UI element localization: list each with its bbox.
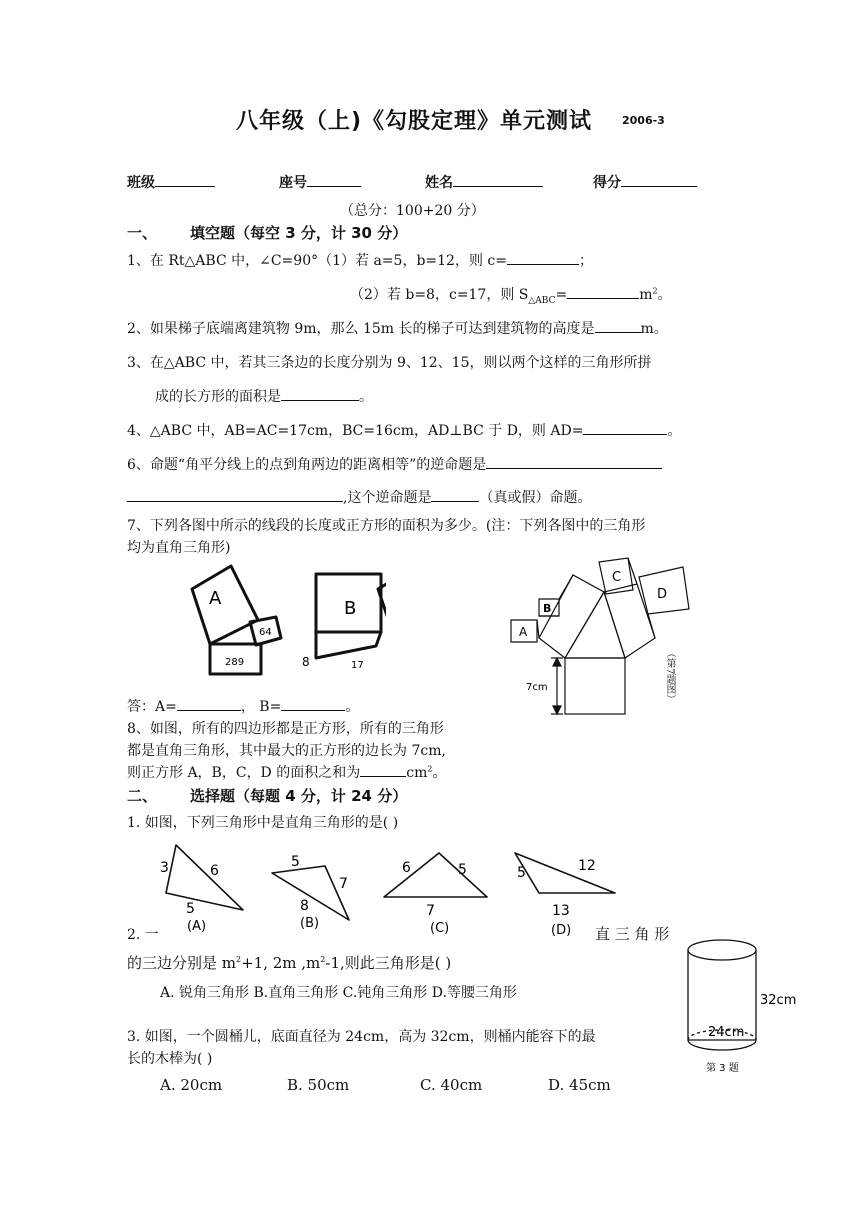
label-b: B: [543, 602, 552, 615]
seat-blank[interactable]: [307, 172, 361, 187]
q1-part1: 1、在 Rt△ABC 中，∠C=90°（1）若 a=5，b=12，则 c= ；: [127, 250, 593, 270]
c2-line2: 的三边分别是 $m^2+1$, 2m $,m^2-1$,则此三角形是( ): [127, 954, 452, 972]
tri-d-side-13: 13: [552, 903, 570, 919]
square-a: [192, 566, 258, 644]
q3-line2: 成的长方形的面积是 。: [155, 386, 373, 406]
q6-line2: ,这个逆命题是 （真或假）命题。: [127, 487, 591, 507]
fig8-caption: （第7题图）: [664, 648, 675, 705]
tri-d-side-12: 12: [578, 858, 596, 874]
class-field: 班级: [127, 172, 215, 192]
label-289: 289: [225, 657, 245, 668]
tri-d-label: (D): [551, 923, 572, 938]
q1-blank-area[interactable]: [567, 284, 639, 299]
q1-part2: （2）若 b=8，c=17，则 $S_{\triangle ABC}= m^2$。: [350, 284, 672, 306]
tri-b-label: (B): [300, 916, 320, 931]
name-field: 姓名: [425, 172, 543, 192]
section1-number: 一、: [127, 224, 158, 242]
q1-blank-c[interactable]: [507, 250, 579, 265]
q3-blank[interactable]: [281, 386, 359, 401]
section2-number: 二、: [127, 787, 158, 805]
q4-blank[interactable]: [583, 420, 667, 435]
label-64: 64: [259, 627, 272, 638]
q8-line3: 则正方形 A，B，C，D 的面积之和为 $cm^2$。: [127, 762, 446, 782]
c3-option-b: B. 50cm: [287, 1076, 350, 1094]
cylinder-height: 32cm: [760, 993, 797, 1008]
tri-b-side-8: 8: [300, 898, 309, 914]
q7-figures-real: [186, 562, 386, 678]
q2-blank[interactable]: [595, 318, 641, 333]
score-field: 得分: [593, 172, 697, 192]
c2-options: A. 锐角三角形 B.直角三角形 C.钝角三角形 D.等腰三角形: [160, 985, 517, 1001]
c2-start: 2. 一: [127, 927, 159, 943]
q4: 4、△ABC 中，AB=AC=17cm，BC=16cm，AD⊥BC 于 D，则 AD= 。: [127, 420, 681, 440]
exam-date: 2006-3: [622, 114, 665, 127]
q3-line1: 3、在△ABC 中，若其三条边的长度分别为 9、12、15，则以两个这样的三角形所拼: [127, 355, 652, 371]
tri-c-side-7: 7: [426, 903, 435, 919]
tri-a-side-3: 3: [160, 860, 169, 876]
c3-line1: 3. 如图，一个圆桶儿，底面直径为 24cm，高为 32cm，则桶内能容下的最: [127, 1029, 596, 1045]
label-d: D: [657, 587, 668, 602]
c1-triangles: [155, 840, 620, 940]
name-blank[interactable]: [453, 172, 543, 187]
q6-blank-3[interactable]: [431, 487, 479, 502]
class-blank[interactable]: [155, 172, 215, 187]
label-a: A: [519, 625, 528, 639]
big-square: [565, 658, 625, 714]
tri-c-side-6: 6: [402, 860, 411, 876]
label-17: 17: [351, 660, 364, 671]
triangle-b: [316, 632, 381, 658]
total-score: （总分：100+20 分）: [340, 203, 485, 219]
q6-line1: 6、命题“角平分线上的点到角两边的距离相等”的逆命题是: [127, 454, 662, 474]
q7-blank-a[interactable]: [177, 696, 241, 711]
cylinder-top: [688, 940, 756, 960]
tri-a-side-5: 5: [186, 901, 195, 917]
q6-blank-1[interactable]: [486, 454, 662, 469]
tri-a-label: (A): [187, 919, 207, 934]
tri-c-label: (C): [430, 921, 450, 936]
cylinder-diameter: 24cm: [708, 1025, 745, 1040]
q2: 2、如果梯子底端离建筑物 9m，那么 15m 长的梯子可达到建筑物的高度是 m。: [127, 318, 668, 338]
c3-option-d: D. 45cm: [548, 1076, 611, 1094]
score-blank[interactable]: [621, 172, 697, 187]
c3-option-a: A. 20cm: [160, 1076, 223, 1094]
tri-d-side-5: 5: [517, 865, 526, 881]
label-7cm: 7cm: [526, 682, 548, 693]
triangle-b: [272, 866, 349, 920]
q8-line1: 8、如图，所有的四边形都是正方形，所有的三角形: [127, 721, 444, 737]
center-triangle: [565, 592, 625, 658]
q7-answer: 答：A= ， B= 。: [127, 696, 359, 716]
q8-line2: 都是直角三角形，其中最大的正方形的边长为 7cm,: [127, 743, 446, 759]
section2-title: 选择题（每题 4 分，计 24 分）: [190, 787, 408, 805]
cylinder-bottom: [688, 1040, 756, 1050]
q6-blank-2[interactable]: [127, 487, 343, 502]
seat-field: 座号: [279, 172, 361, 192]
cylinder-figure: [680, 936, 810, 1076]
tri-c-side-5: 5: [458, 862, 467, 878]
c3-option-c: C. 40cm: [420, 1076, 483, 1094]
triangle-d: [515, 853, 615, 893]
section1-title: 填空题（每空 3 分，计 30 分）: [190, 224, 408, 242]
q8-blank[interactable]: [360, 762, 406, 777]
tri-a-side-6: 6: [210, 863, 219, 879]
c2-tail: 直 三 角 形: [595, 925, 670, 943]
c1-text: 1. 如图，下列三角形中是直角三角形的是( ): [127, 815, 399, 831]
label-b: B: [344, 598, 357, 619]
triangle-c: [384, 853, 487, 897]
q7-line1: 7、下列各图中所示的线段的长度或正方形的面积为多少。(注：下列各图中的三角形: [127, 518, 646, 534]
q7-blank-b[interactable]: [281, 696, 345, 711]
page-title: 八年级（上)《勾股定理》单元测试: [236, 109, 593, 134]
triangle-a: [166, 845, 243, 910]
q7-line2: 均为直角三角形): [127, 540, 231, 556]
cylinder-caption: 第 3 题: [706, 1063, 739, 1074]
right-upper-square: [604, 584, 655, 658]
label-c: C: [612, 570, 622, 585]
label-8: 8: [302, 655, 310, 669]
c3-line2: 长的木棒为( ): [127, 1051, 213, 1067]
tri-b-side-5: 5: [291, 854, 300, 870]
tri-b-side-7: 7: [339, 876, 348, 892]
label-a: A: [209, 588, 222, 609]
